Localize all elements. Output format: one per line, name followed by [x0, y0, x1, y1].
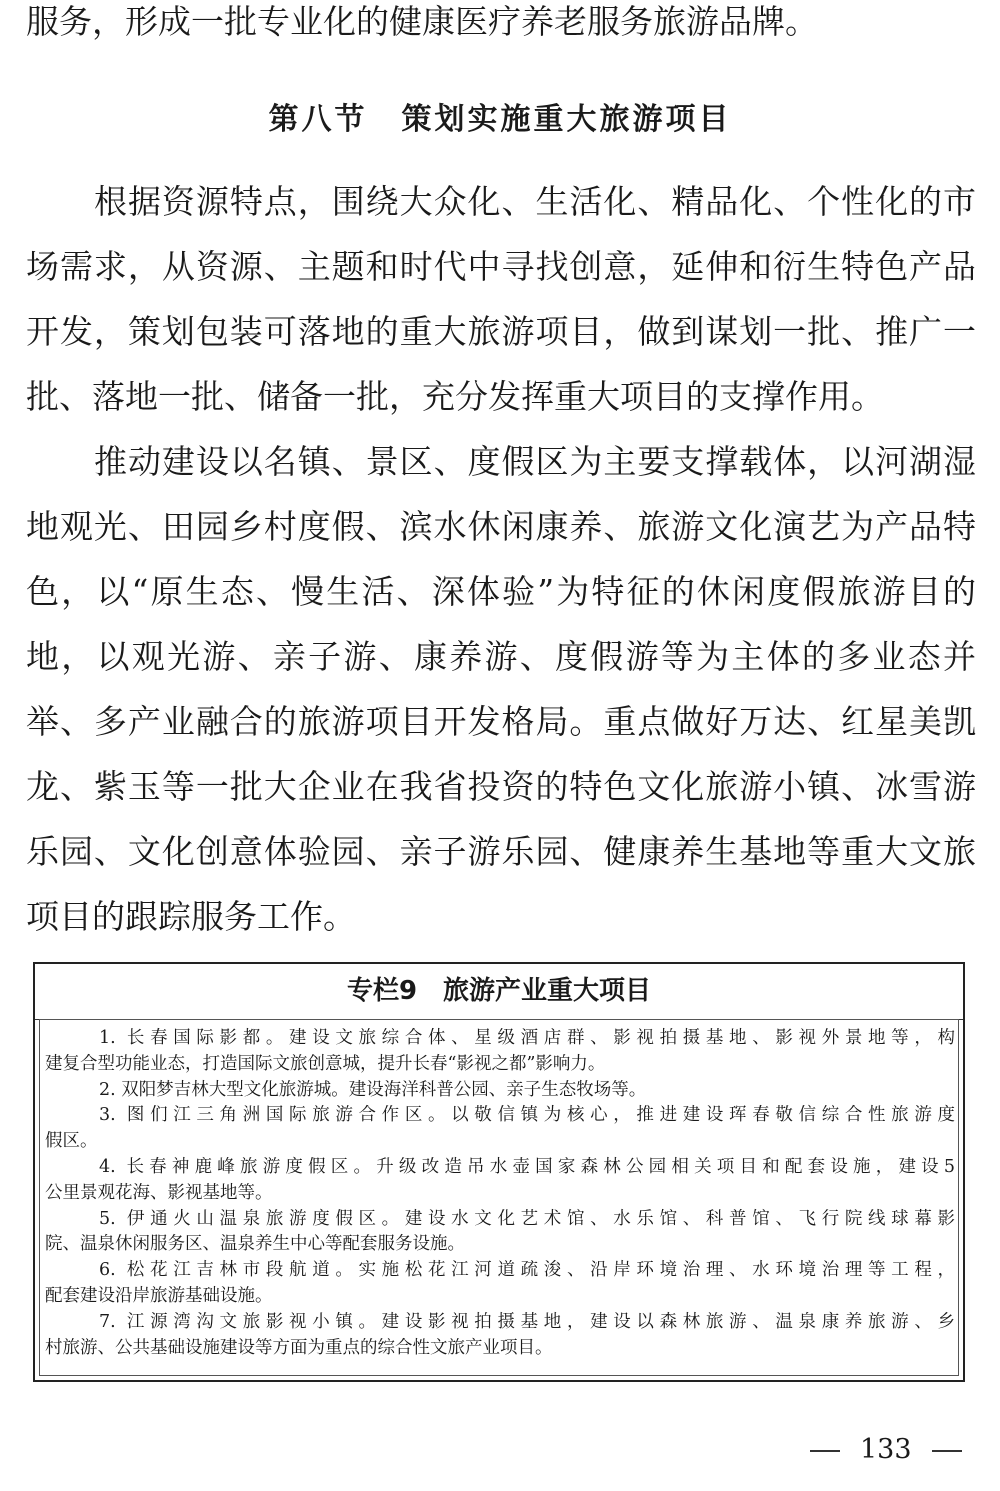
- paragraph-line: 推动建设以名镇、景区、度假区为主要支撑载体，以河湖湿: [94, 442, 976, 481]
- box-heading: [35, 964, 963, 1020]
- paragraph-line: 批、落地一批、储备一批，充分发挥重大项目的支撑作用。: [26, 377, 884, 416]
- item-line: 假区。: [45, 1131, 98, 1152]
- project-item: [45, 1258, 955, 1310]
- paragraph-line: 开发，策划包装可落地的重大旅游项目，做到谋划一批、推广一: [26, 312, 976, 351]
- item-line: 6. 松花江吉林市段航道。实施松花江河道疏浚、沿岸环境治理、水环境治理等工程，: [99, 1260, 955, 1281]
- project-column-box: [33, 962, 965, 1382]
- section-heading: [0, 100, 1000, 140]
- project-item: [45, 1207, 955, 1259]
- paragraph-line: 色，以“原生态、慢生活、深体验”为特征的休闲度假旅游目的: [26, 572, 976, 611]
- paragraph-line: 场需求，从资源、主题和时代中寻找创意，延伸和衍生特色产品: [26, 247, 976, 286]
- project-item: [45, 1103, 955, 1155]
- item-line: 配套建设沿岸旅游基础设施。: [45, 1285, 273, 1306]
- page-number-value: 133: [860, 1434, 912, 1465]
- box-title: 旅游产业重大项目: [443, 976, 652, 1006]
- section-number: 第八节: [268, 102, 368, 137]
- item-line: 院、温泉休闲服务区、温泉养生中心等配套服务设施。: [45, 1234, 465, 1255]
- dash-right: [932, 1450, 962, 1452]
- item-line: 公里景观花海、影视基地等。: [45, 1182, 273, 1203]
- item-line: 3. 图们江三角洲国际旅游合作区。以敬信镇为核心，推进建设珲春敬信综合性旅游度: [99, 1105, 955, 1126]
- project-item: [45, 1026, 955, 1078]
- item-line: 村旅游、公共基础设施建设等方面为重点的综合性文旅产业项目。: [45, 1337, 553, 1358]
- item-line: 建复合型功能业态，打造国际文旅创意城，提升长春“影视之都”影响力。: [45, 1053, 606, 1074]
- item-line: 2. 双阳梦吉林大型文化旅游城。建设海洋科普公园、亲子生态牧场等。: [99, 1079, 647, 1100]
- project-item: [45, 1078, 955, 1104]
- project-item: [45, 1310, 955, 1362]
- paragraph-line: 龙、紫玉等一批大企业在我省投资的特色文化旅游小镇、冰雪游: [26, 767, 976, 806]
- section-title: 策划实施重大旅游项目: [401, 102, 732, 137]
- item-line: 1. 长春国际影都。建设文旅综合体、星级酒店群、影视拍摄基地、影视外景地等，构: [99, 1028, 955, 1048]
- paragraph-line: 举、多产业融合的旅游项目开发格局。重点做好万达、红星美凯: [26, 702, 976, 741]
- continued-text-line: 服务，形成一批专业化的健康医疗养老服务旅游品牌。: [26, 2, 818, 41]
- paragraph-line: 项目的跟踪服务工作。: [26, 897, 356, 936]
- dash-left: [810, 1450, 840, 1452]
- box-label: 专栏9: [346, 976, 418, 1006]
- item-line: 7. 江源湾沟文旅影视小镇。建设影视拍摄基地，建设以森林旅游、温泉康养旅游、乡: [99, 1311, 955, 1332]
- project-list: [45, 1026, 955, 1361]
- project-item: [45, 1155, 955, 1207]
- item-line: 4. 长春神鹿峰旅游度假区。升级改造吊水壶国家森林公园相关项目和配套设施，建设5: [99, 1156, 955, 1177]
- page-number: [810, 1430, 970, 1470]
- item-line: 5. 伊通火山温泉旅游度假区。建设水文化艺术馆、水乐馆、科普馆、飞行院线球幕影: [99, 1208, 955, 1229]
- paragraph-line: 地观光、田园乡村度假、滨水休闲康养、旅游文化演艺为产品特: [26, 507, 976, 546]
- paragraph-line: 根据资源特点，围绕大众化、生活化、精品化、个性化的市: [94, 182, 976, 221]
- paragraph-line: 地，以观光游、亲子游、康养游、度假游等为主体的多业态并: [26, 637, 976, 676]
- paragraph-line: 乐园、文化创意体验园、亲子游乐园、健康养生基地等重大文旅: [26, 832, 976, 871]
